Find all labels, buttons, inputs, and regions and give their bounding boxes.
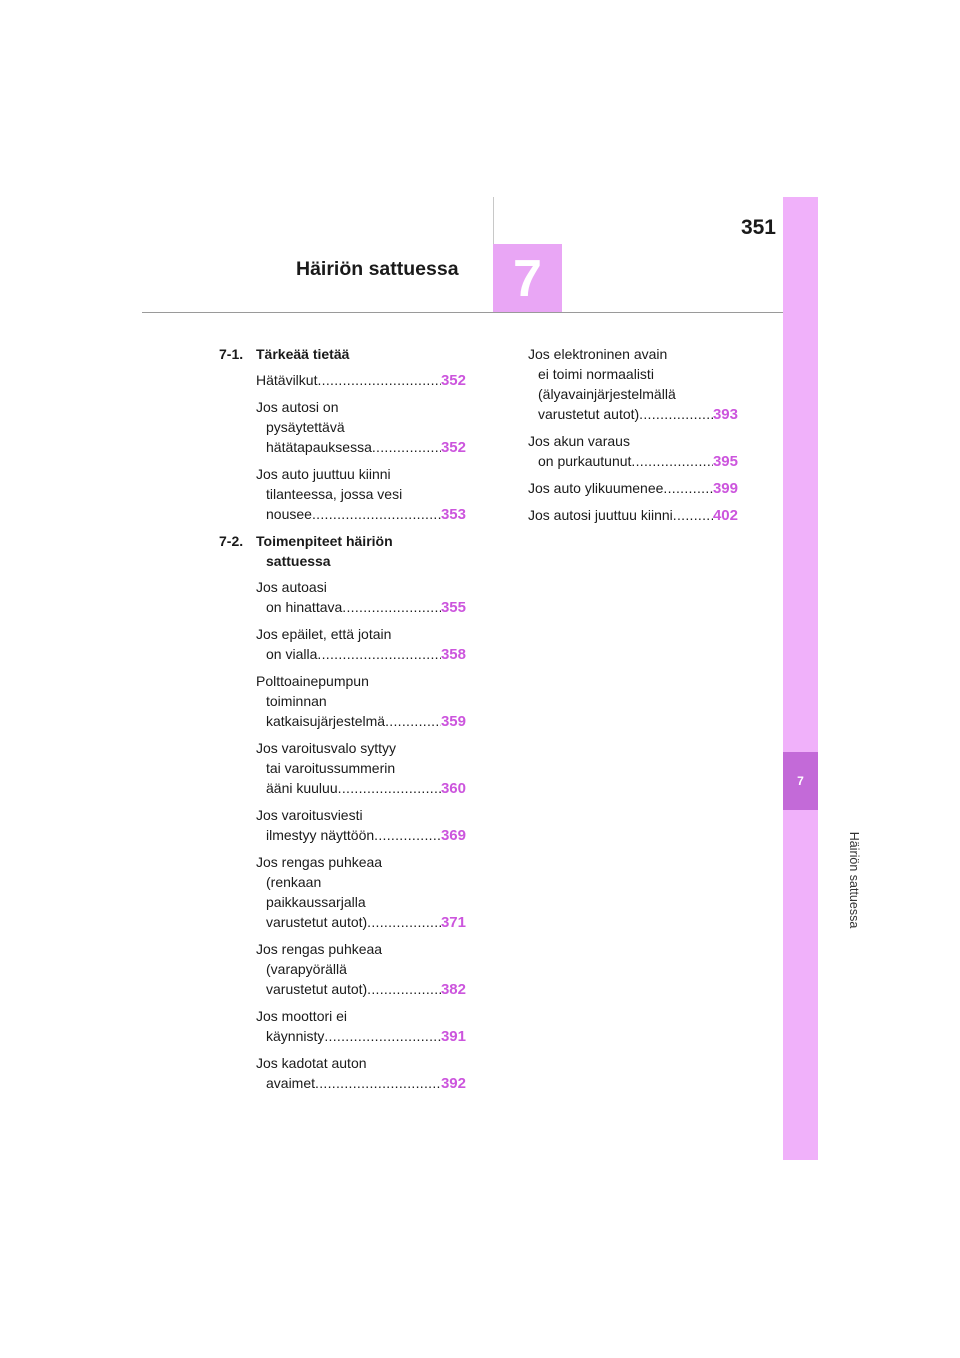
toc-entry-text: on purkautunut xyxy=(538,453,632,469)
toc-entry[interactable] xyxy=(219,671,466,732)
toc-page-link[interactable]: 402 xyxy=(712,507,738,524)
toc-entry[interactable] xyxy=(528,478,738,499)
toc-entry-text: ilmestyy näyttöön xyxy=(266,827,375,843)
section-title: Toimenpiteet häiriön xyxy=(256,533,393,549)
toc-entry-text: Jos autosi juuttuu kiinni xyxy=(528,507,673,523)
side-tab-label: Häiriön sattuessa xyxy=(846,831,861,929)
toc-page-link[interactable]: 358 xyxy=(440,646,466,663)
toc-page-link[interactable]: 360 xyxy=(440,780,466,797)
toc-right-column xyxy=(528,344,738,532)
toc-entry-text: hätätapauksessa xyxy=(266,439,372,455)
toc-entry-text: paikkaussarjalla xyxy=(266,894,366,910)
chapter-side-tab[interactable] xyxy=(783,752,818,810)
toc-entry-last-line xyxy=(528,404,738,425)
toc-entry[interactable] xyxy=(219,577,466,618)
section-title: Tärkeää tietää xyxy=(256,346,350,362)
dot-leader xyxy=(317,644,441,664)
toc-page-link[interactable]: 393 xyxy=(712,406,738,423)
dot-leader xyxy=(639,404,713,424)
header-divider-vertical xyxy=(493,197,494,244)
toc-entry[interactable] xyxy=(219,624,466,665)
toc-entry-text: varustetut autot) xyxy=(538,406,640,422)
toc-entry-last-line xyxy=(256,979,466,1000)
toc-entry-text: Jos autosi on xyxy=(256,399,339,415)
toc-entry[interactable] xyxy=(219,852,466,933)
side-tab-label-box xyxy=(783,820,861,940)
toc-entry-text: Polttoainepumpun xyxy=(256,673,369,689)
toc-entry[interactable] xyxy=(219,464,466,525)
dot-leader xyxy=(372,437,441,457)
toc-page-link[interactable]: 355 xyxy=(440,599,466,616)
toc-entry-last-line xyxy=(256,825,466,846)
toc-page-link[interactable]: 382 xyxy=(440,981,466,998)
toc-page-link[interactable]: 352 xyxy=(440,439,466,456)
dot-leader xyxy=(315,1073,441,1093)
toc-entry-text: Jos moottori ei xyxy=(256,1008,348,1024)
toc-entry[interactable] xyxy=(219,738,466,799)
dot-leader xyxy=(631,451,713,471)
side-tab-number: 7 xyxy=(797,774,804,788)
toc-section-heading xyxy=(219,531,466,571)
toc-entry[interactable] xyxy=(219,370,466,391)
toc-entry-text: ääni kuuluu xyxy=(266,780,338,796)
toc-entry[interactable] xyxy=(219,397,466,458)
toc-entry-text: Jos kadotat auton xyxy=(256,1055,367,1071)
section-number: 7-1. xyxy=(219,346,244,362)
toc-section-heading xyxy=(219,344,466,364)
dot-leader xyxy=(367,912,441,932)
toc-entry[interactable] xyxy=(219,1053,466,1094)
dot-leader xyxy=(338,778,441,798)
toc-page-link[interactable]: 369 xyxy=(440,827,466,844)
section-number: 7-2. xyxy=(219,533,244,549)
toc-entry-last-line xyxy=(528,451,738,472)
toc-entry-text: Jos akun varaus xyxy=(528,433,630,449)
chapter-number-box xyxy=(493,244,562,313)
toc-entry-last-line xyxy=(256,437,466,458)
dot-leader xyxy=(663,478,713,498)
toc-entry-last-line xyxy=(256,711,466,732)
toc-entry-last-line xyxy=(256,778,466,799)
dot-leader xyxy=(673,505,713,525)
toc-entry-text: Jos rengas puhkeaa xyxy=(256,854,383,870)
toc-page-link[interactable]: 399 xyxy=(712,480,738,497)
toc-left-column xyxy=(219,344,466,1100)
toc-entry[interactable] xyxy=(219,805,466,846)
toc-entry-last-line xyxy=(256,1026,466,1047)
toc-page-link[interactable]: 395 xyxy=(712,453,738,470)
page-number: 351 xyxy=(740,216,776,239)
toc-entry-last-line xyxy=(256,370,466,391)
toc-entry-text: tai varoitussummerin xyxy=(266,760,396,776)
toc-entry[interactable] xyxy=(219,939,466,1000)
toc-entry[interactable] xyxy=(219,1006,466,1047)
toc-entry-text: Hätävilkut xyxy=(256,372,318,388)
toc-entry-text: nousee xyxy=(266,506,312,522)
toc-page-link[interactable]: 371 xyxy=(440,914,466,931)
toc-entry-last-line xyxy=(256,1073,466,1094)
toc-entry-text: (renkaan xyxy=(266,874,322,890)
toc-entry-text: (älyavainjärjestelmällä xyxy=(538,386,676,402)
toc-entry-text: varustetut autot) xyxy=(266,981,368,997)
toc-entry-text: Jos elektroninen avain xyxy=(528,346,668,362)
toc-entry-text: varustetut autot) xyxy=(266,914,368,930)
toc-entry-text: katkaisujärjestelmä xyxy=(266,713,386,729)
toc-entry-text: (varapyörällä xyxy=(266,961,347,977)
toc-entry-text: Jos epäilet, että jotain xyxy=(256,626,392,642)
dot-leader xyxy=(385,711,441,731)
chapter-number: 7 xyxy=(513,249,542,308)
toc-page-link[interactable]: 352 xyxy=(440,372,466,389)
toc-entry-last-line xyxy=(256,504,466,525)
toc-entry-text: on hinattava xyxy=(266,599,343,615)
chapter-side-strip xyxy=(783,197,818,1160)
chapter-title: Häiriön sattuessa xyxy=(296,258,459,280)
toc-entry-text: Jos auto ylikuumenee xyxy=(528,480,664,496)
toc-entry[interactable] xyxy=(528,344,738,425)
toc-entry-last-line xyxy=(256,912,466,933)
toc-page-link[interactable]: 391 xyxy=(440,1028,466,1045)
dot-leader xyxy=(367,979,441,999)
toc-entry-text: toiminnan xyxy=(266,693,327,709)
toc-entry-text: Jos varoitusviesti xyxy=(256,807,363,823)
dot-leader xyxy=(312,504,441,524)
toc-entry[interactable] xyxy=(528,431,738,472)
toc-entry-text: avaimet xyxy=(266,1075,316,1091)
toc-page-link[interactable]: 353 xyxy=(440,506,466,523)
toc-entry-text: on vialla xyxy=(266,646,318,662)
toc-entry-text: pysäytettävä xyxy=(266,419,345,435)
toc-entry-last-line xyxy=(528,478,738,499)
toc-entry-text: ei toimi normaalisti xyxy=(538,366,654,382)
toc-page-link[interactable]: 392 xyxy=(440,1075,466,1092)
dot-leader xyxy=(324,1026,441,1046)
header-rule xyxy=(142,312,783,313)
toc-entry-text: Jos rengas puhkeaa xyxy=(256,941,383,957)
toc-page-link[interactable]: 359 xyxy=(440,713,466,730)
toc-entry[interactable] xyxy=(528,505,738,526)
dot-leader xyxy=(342,597,441,617)
section-title: sattuessa xyxy=(266,553,331,569)
toc-entry-text: käynnisty xyxy=(266,1028,325,1044)
toc-entry-last-line xyxy=(256,597,466,618)
toc-entry-text: Jos auto juuttuu kiinni xyxy=(256,466,391,482)
toc-entry-text: Jos autoasi xyxy=(256,579,327,595)
toc-entry-last-line xyxy=(528,505,738,526)
toc-entry-text: tilanteessa, jossa vesi xyxy=(266,486,403,502)
toc-entry-text: Jos varoitusvalo syttyy xyxy=(256,740,397,756)
dot-leader xyxy=(374,825,441,845)
dot-leader xyxy=(317,370,441,390)
toc-entry-last-line xyxy=(256,644,466,665)
